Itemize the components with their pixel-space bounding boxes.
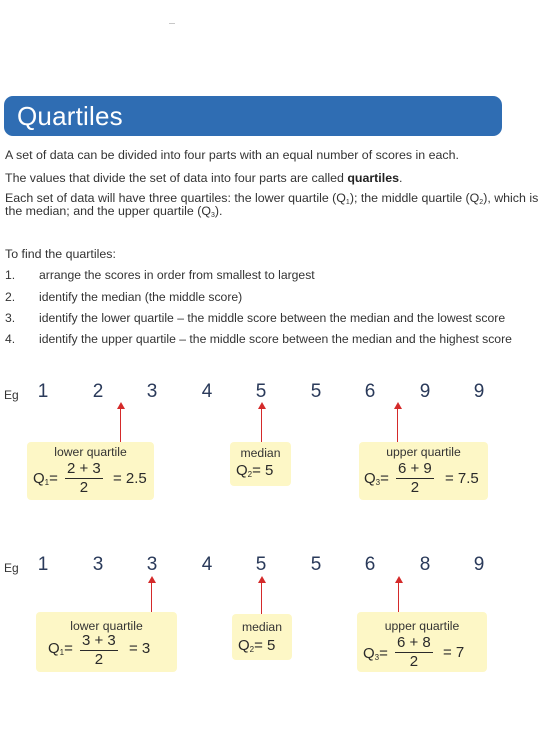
score: 4 [201, 554, 213, 575]
score: 9 [419, 381, 431, 402]
score: 5 [310, 554, 322, 575]
box-caption: median [242, 620, 282, 634]
score: 6 [364, 554, 376, 575]
quartile-result: = 2.5 [113, 470, 147, 487]
upper-quartile-box [359, 442, 488, 500]
lower-quartile-arrow [120, 404, 121, 443]
median-box [232, 614, 292, 660]
top-mark [169, 23, 175, 24]
steps-heading: To find the quartiles: [5, 247, 116, 261]
quartiles-term: quartiles [347, 171, 399, 185]
box-caption: upper quartile [386, 445, 461, 459]
step-number: 3. [5, 311, 16, 325]
upper-quartile-arrow [397, 404, 398, 443]
lower-quartile-box [27, 442, 154, 500]
upper-quartile-box [357, 612, 487, 672]
quartile-symbol: $Q_1=$ [33, 470, 58, 487]
example-label: Eg [4, 561, 19, 575]
score: 5 [310, 381, 322, 402]
quartile-result: = 3 [129, 640, 151, 657]
median-arrow [261, 578, 262, 615]
step-number: 4. [5, 332, 16, 346]
score: 3 [146, 554, 158, 575]
score: 1 [37, 381, 49, 402]
step-text: identify the lower quartile – the middle score between the median and the lowest score [39, 311, 506, 325]
score: 5 [255, 381, 267, 402]
score: 8 [419, 554, 431, 575]
score: 3 [146, 381, 158, 402]
score: 9 [473, 381, 485, 402]
fraction: $\frac{2 + 3}{2}$ [67, 460, 101, 496]
intro-line-3: Each set of data will have three quartiles: the lower quartile $(Q_1)$; the middle quartile $(Q_2)$, which is [5, 191, 538, 206]
fraction: $\frac{6 + 8}{2}$ [397, 634, 431, 670]
lower-quartile-arrow [151, 578, 152, 613]
median-value: $Q_2= 5$ [236, 462, 274, 479]
median-arrow [261, 404, 262, 442]
step-text: identify the upper quartile – the middle score between the median and the highest score [39, 332, 512, 346]
step-text: arrange the scores in order from smallest to largest [39, 268, 315, 282]
box-caption: lower quartile [70, 619, 143, 633]
step-number: 1. [5, 268, 16, 282]
lower-quartile-box [36, 612, 177, 672]
example-label: Eg [4, 388, 19, 402]
page-title: Quartiles [17, 101, 123, 131]
upper-quartile-arrow [398, 578, 399, 612]
step-number: 2. [5, 290, 16, 304]
box-caption: lower quartile [54, 445, 127, 459]
median-box [230, 442, 291, 486]
median-value: $Q_2= 5$ [238, 637, 276, 654]
quartile-symbol: $Q_3=$ [363, 645, 388, 662]
title-banner [4, 96, 502, 136]
intro-line-2: The values that divide the set of data into four parts are called quartiles. [5, 171, 403, 185]
score: 6 [364, 381, 376, 402]
score: 3 [92, 554, 104, 575]
score: 4 [201, 381, 213, 402]
fraction: $\frac{6 + 9}{2}$ [398, 460, 432, 496]
quartile-symbol: $Q_3=$ [364, 470, 389, 487]
score: 2 [92, 381, 104, 402]
box-caption: median [240, 446, 281, 460]
fraction: $\frac{3 + 3}{2}$ [82, 632, 116, 668]
quartile-result: = 7 [443, 644, 465, 661]
score: 5 [255, 554, 267, 575]
intro-line-4: the median; and the upper quartile $(Q_3)$. [5, 204, 223, 219]
step-text: identify the median (the middle score) [39, 290, 243, 304]
intro-line-1: A set of data can be divided into four parts with an equal number of scores in each. [5, 148, 459, 162]
score: 9 [473, 554, 485, 575]
score: 1 [37, 554, 49, 575]
box-caption: upper quartile [384, 619, 460, 633]
quartile-result: = 7.5 [445, 470, 479, 487]
quartile-symbol: $Q_1=$ [48, 640, 73, 657]
